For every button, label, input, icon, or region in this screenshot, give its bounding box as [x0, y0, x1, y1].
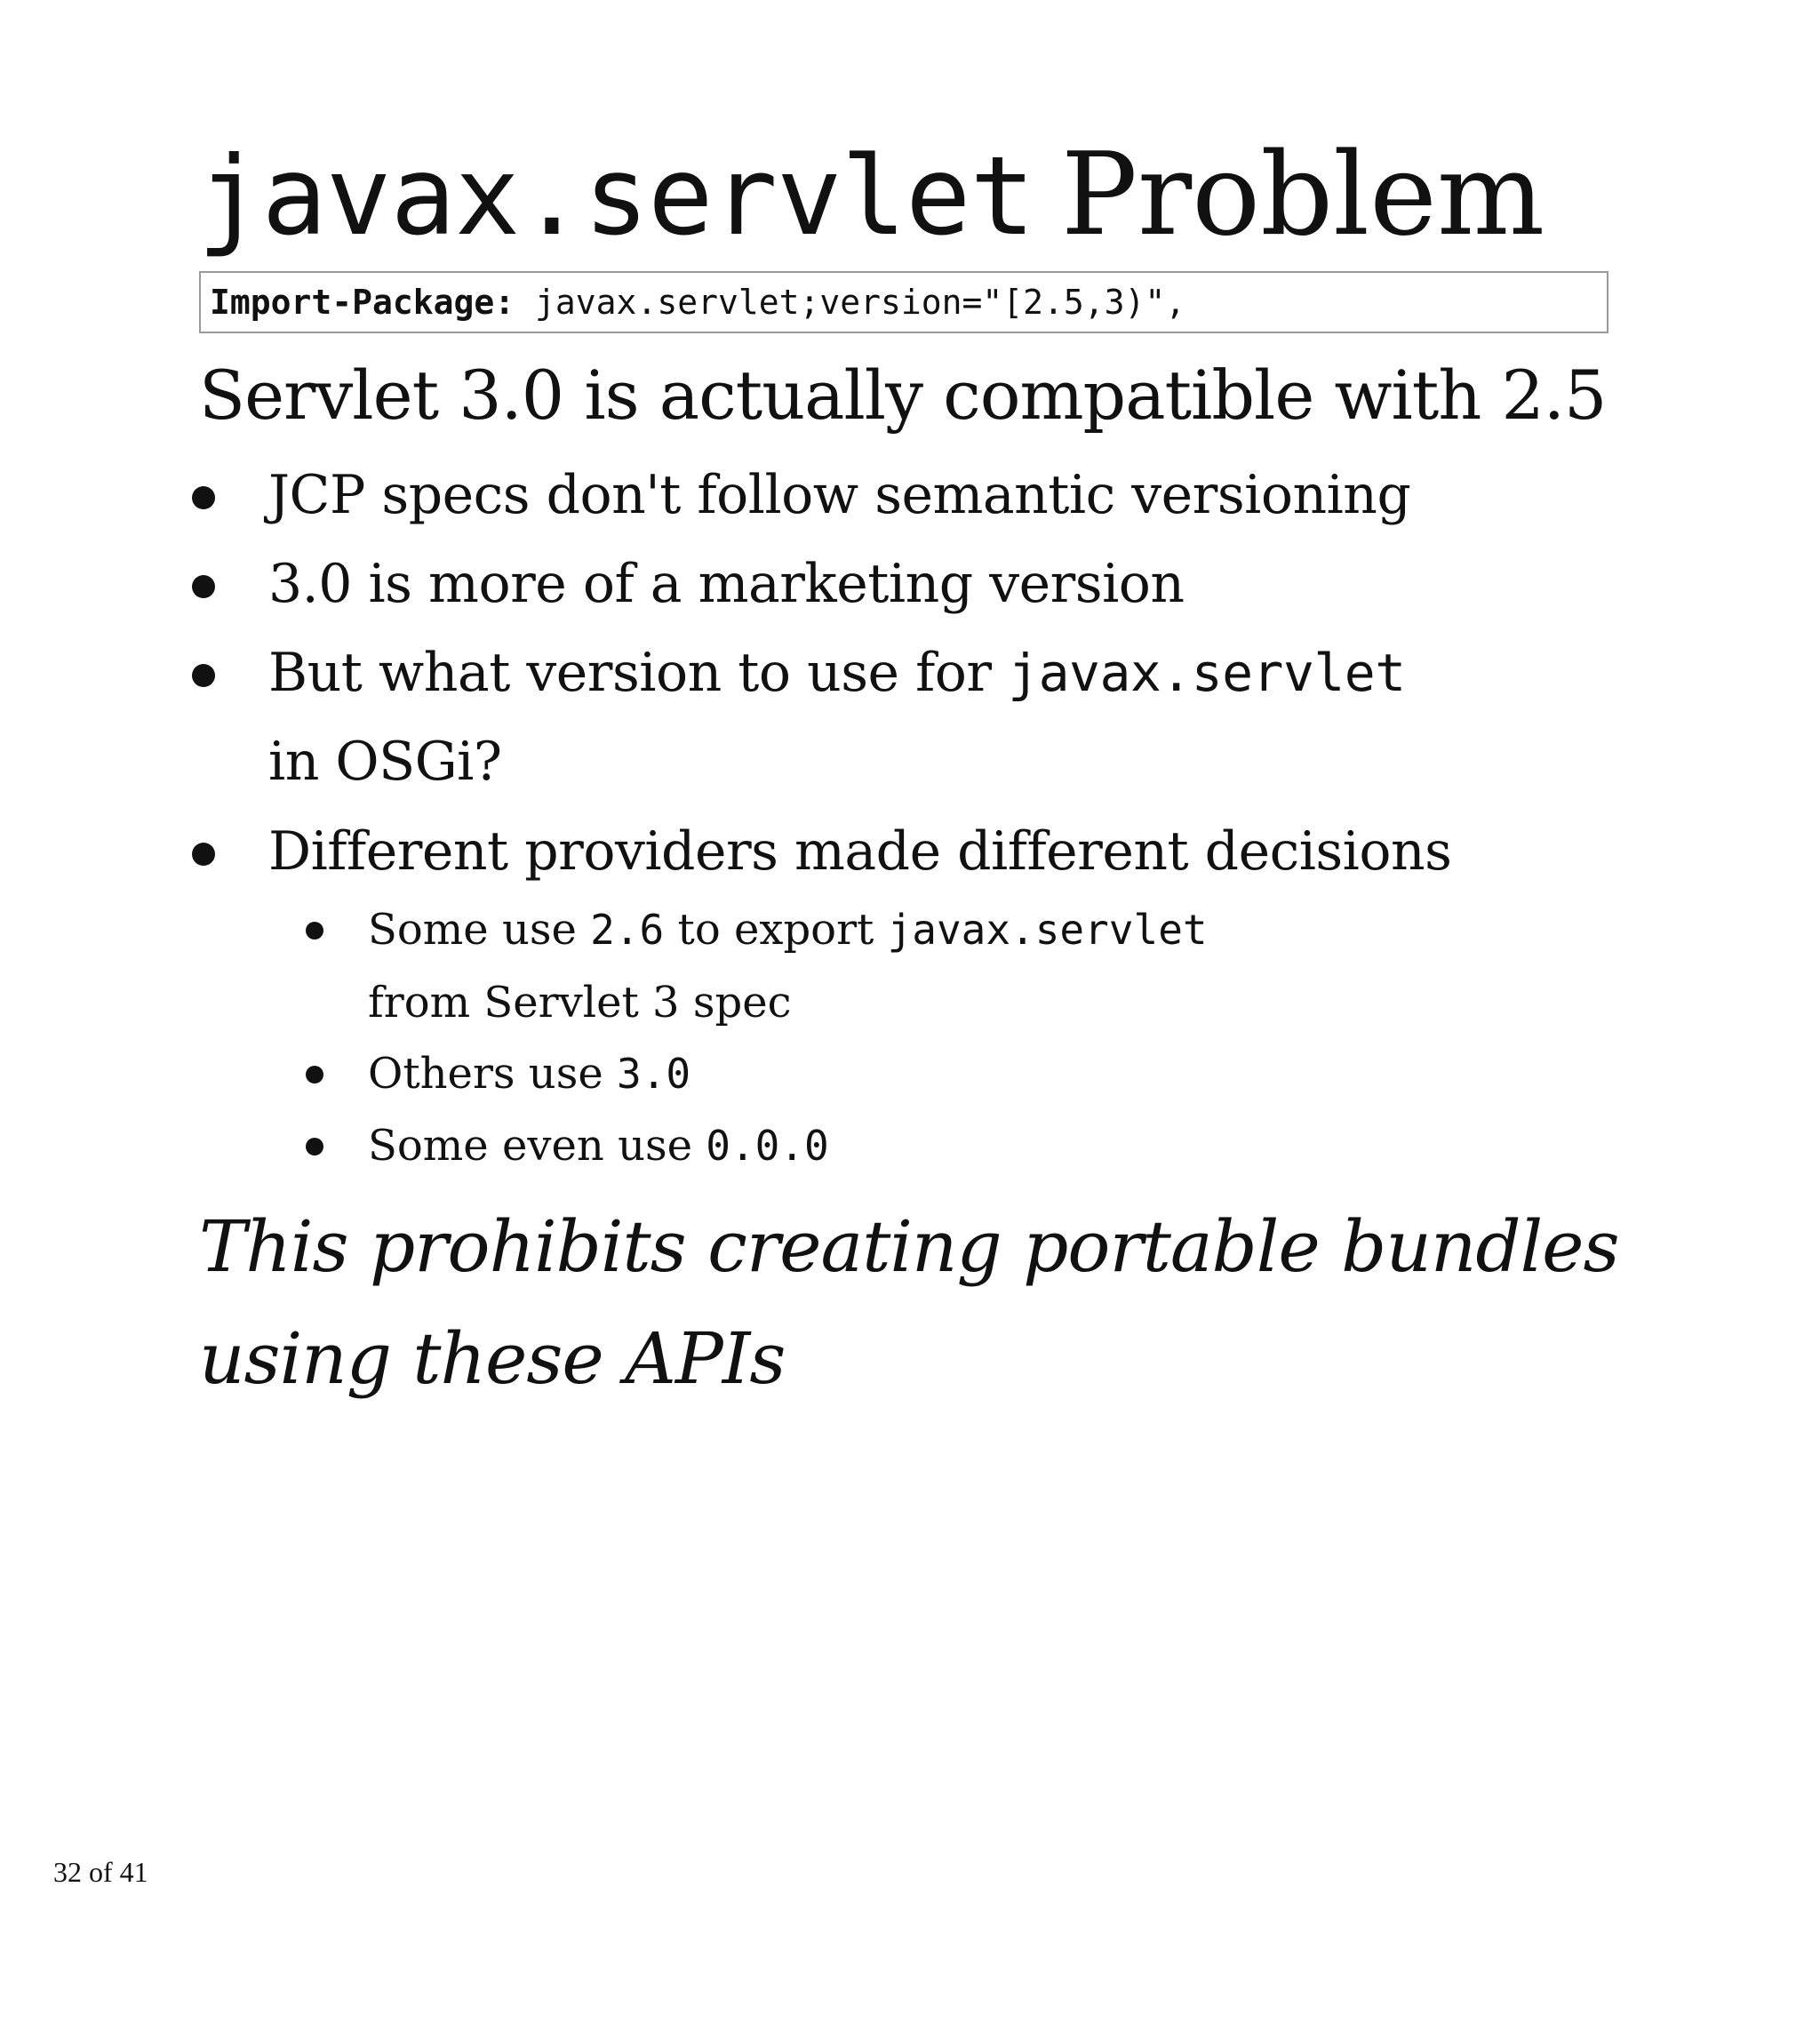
bullet-text: But what version to use for [268, 642, 1009, 704]
conclusion-text [199, 1191, 1619, 1415]
sub-bullet-continuation [368, 967, 791, 1038]
sub-bullet-item [368, 1038, 690, 1109]
sub-bullet-text: to export [664, 905, 888, 955]
bullet-text: in OSGi? [268, 731, 502, 793]
sub-bullet-text: Some even use [368, 1121, 706, 1171]
sub-bullet-dot [306, 1138, 323, 1155]
bullet-dot [192, 575, 215, 598]
sub-bullet-item [368, 894, 1208, 965]
sub-bullet-dot [306, 1066, 323, 1083]
title-word: Problem [1060, 129, 1545, 261]
bullet-dot [192, 843, 215, 866]
page-number: 32 of 41 [53, 1856, 148, 1888]
sub-bullet-text: from Servlet 3 spec [368, 978, 792, 1027]
slide-subheading: Servlet 3.0 is actually compatible with 2.5 [199, 356, 1607, 435]
bullet-item [268, 807, 1451, 896]
import-package-key: Import-Package: [210, 283, 515, 322]
sub-bullet-code: 2.6 [590, 906, 665, 954]
sub-bullet-item [368, 1110, 829, 1181]
bullet-text: JCP specs don't follow semantic versioning [268, 464, 1411, 526]
bullet-text: Different providers made different decisions [268, 820, 1452, 883]
bullet-item [268, 540, 1185, 628]
bullet-item [268, 628, 1406, 717]
conclusion-line-1: This prohibits creating portable bundles [199, 1205, 1619, 1288]
bullet-dot [192, 486, 215, 509]
bullet-code: javax.servlet [1008, 643, 1406, 703]
sub-bullet-code: 0.0.0 [706, 1122, 829, 1170]
bullet-item [268, 451, 1410, 540]
conclusion-line-2: using these APIs [199, 1317, 786, 1400]
sub-bullet-text: Others use [368, 1049, 618, 1099]
sub-bullet-code: 3.0 [617, 1050, 691, 1098]
title-code: javax.servlet [197, 133, 1034, 260]
sub-bullet-dot [306, 922, 323, 940]
bullet-text: 3.0 is more of a marketing version [268, 553, 1185, 615]
sub-bullet-code: javax.servlet [887, 906, 1208, 954]
bullet-continuation [268, 717, 501, 806]
sub-bullet-text: Some use [368, 905, 591, 955]
bullet-dot [192, 664, 215, 687]
import-package-value: javax.servlet;version="[2.5,3)", [515, 283, 1186, 322]
